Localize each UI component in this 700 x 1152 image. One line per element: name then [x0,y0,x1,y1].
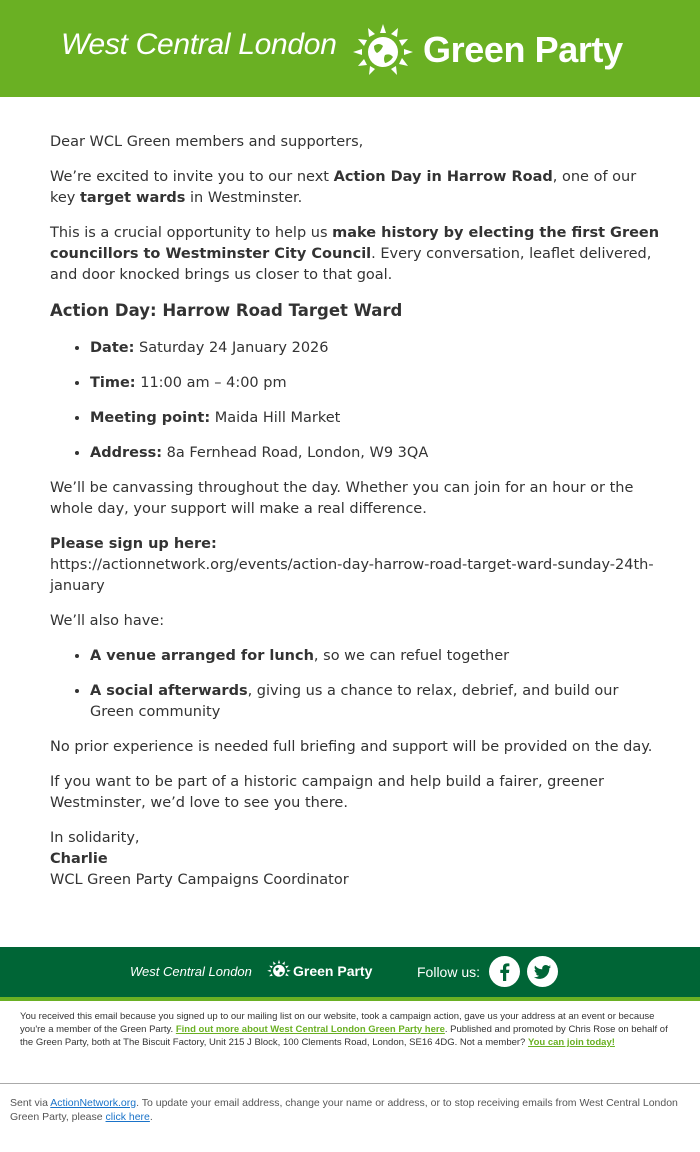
intro-paragraph [50,167,662,209]
click-here-link[interactable]: click here [105,1111,150,1123]
green-party-logo-small-icon [266,959,292,981]
detail-value: 11:00 am – 4:00 pm [135,375,287,391]
detail-label: Time: [90,375,136,391]
signup-label: Please sign up here: [50,536,217,552]
signer-name [50,849,662,870]
header-party-region: West Central London [61,28,337,61]
sent-via-notice [10,1096,680,1124]
twitter-icon[interactable] [527,956,558,987]
actionnetwork-link[interactable]: ActionNetwork.org [50,1097,137,1109]
footer-accent-line [0,997,700,1001]
opportunity-paragraph [50,223,662,286]
email-body [50,132,662,891]
text: This is a crucial opportunity to help us [50,225,333,241]
footer-party-name: Green Party [293,963,373,979]
signature [50,828,662,891]
text: , so we can refuel together [313,648,510,664]
canvassing-paragraph: We’ll be canvassing throughout the day. Whether you can join for an hour or the whole day, your support will make a real difference. [50,480,634,517]
list-item [90,646,662,667]
extras-list [90,646,662,723]
signer-title: WCL Green Party Campaigns Coordinator [50,872,349,888]
text: We’re excited to invite you to our next [50,169,334,185]
bold-text: target wards [80,190,186,206]
footer-party-region: West Central London [130,964,252,979]
header-party-name: Green Party [423,29,623,70]
list-item [90,443,662,464]
facebook-icon[interactable] [489,956,520,987]
greeting: Dear WCL Green members and supporters, [50,134,364,150]
detail-value: Saturday 24 January 2026 [134,340,329,356]
detail-value: Maida Hill Market [210,410,341,426]
list-item [90,408,662,429]
text: in Westminster. [185,190,303,206]
text: You received this email because you signed up to our mailing list on our website, took a campaign action, gave us your address at an event or because you're a member of the Green Party. [20,1011,655,1035]
text: . Every conversation, leaflet delivered, and door knocked brings us closer to that goal. [50,246,652,283]
bold-text: A social afterwards [90,683,248,699]
list-item [90,373,662,394]
text: . [149,1111,153,1123]
follow-label: Follow us: [417,964,481,980]
event-details-list [90,338,662,464]
detail-label: Date: [90,340,135,356]
find-out-more-link[interactable]: Find out more about West Central London Green Party here [175,1024,445,1035]
detail-value: 8a Fernhead Road, London, W9 3QA [162,445,429,461]
also-intro: We’ll also have: [50,613,165,629]
experience-paragraph: No prior experience is needed full briefing and support will be provided on the day. [50,739,653,755]
text: , one of our key [50,169,637,206]
signup-url[interactable]: https://actionnetwork.org/events/action-day-harrow-road-target-ward-sunday-24th-january [50,557,654,594]
bold-text: Action Day in Harrow Road [333,169,553,185]
text: . To update your email address, change your name or address, or to stop receiving emails from West Central London Green Party, please [10,1097,678,1123]
text: Sent via [10,1097,51,1109]
green-party-logo-icon [350,22,416,78]
signup-paragraph [50,534,662,597]
detail-label: Meeting point: [90,410,211,426]
signer-name-text: Charlie [50,851,108,867]
legal-notice [20,1010,680,1049]
list-item [90,681,662,723]
bold-text: make history by electing the first Green councillors to Westminster City Council [50,225,660,262]
divider [0,1083,700,1084]
footer-bar [0,947,700,997]
bold-text: A venue arranged for lunch [90,648,314,664]
section-heading: Action Day: Harrow Road Target Ward [50,301,403,320]
detail-label: Address: [90,445,163,461]
campaign-paragraph: If you want to be part of a historic campaign and help build a fairer, greener Westminster, we’d love to see you there. [50,774,604,811]
join-today-link[interactable]: You can join today! [527,1037,615,1048]
email-header [0,0,700,97]
text: . Published and promoted by Chris Rose on behalf of the Green Party, both at The Biscuit Factory, Unit 215 J Block, 100 Clements Road, London, SE16 4DG. Not a member? [20,1024,668,1048]
closing: In solidarity, [50,830,140,846]
list-item [90,338,662,359]
text: , giving us a chance to relax, debrief, and build our Green community [90,683,619,720]
